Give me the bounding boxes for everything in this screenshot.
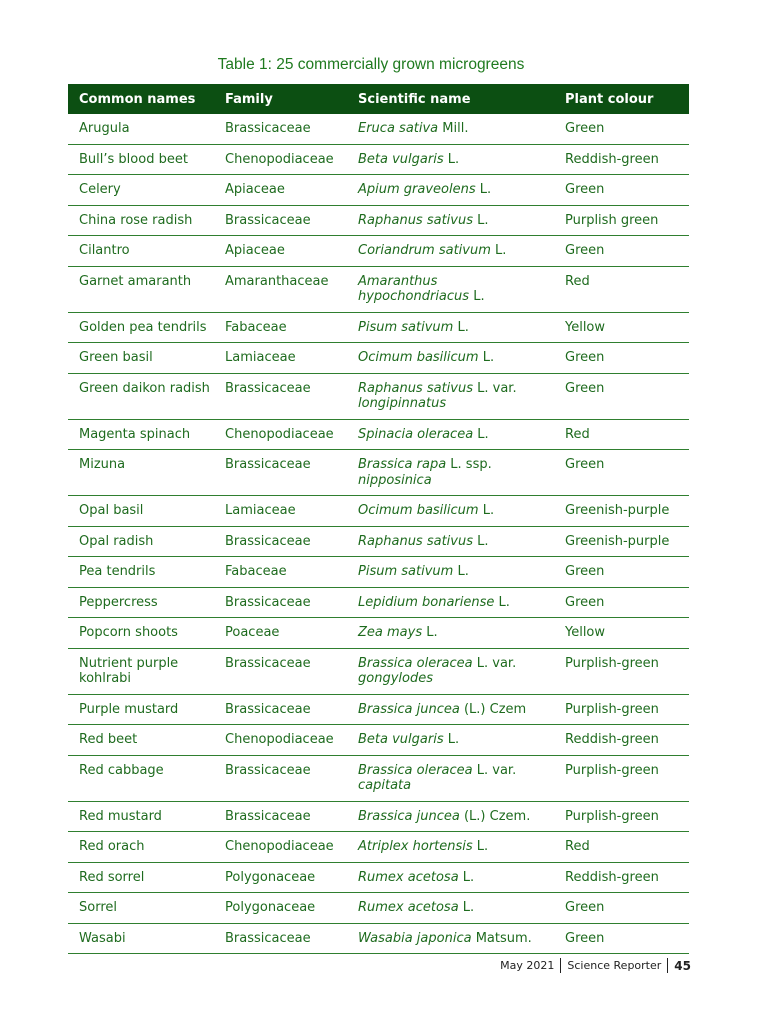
scientific-name-italic: Lepidium bonariense [358,594,495,610]
scientific-name-authority: (L.) Czem. [459,808,531,824]
footer-divider [560,958,561,973]
footer-date: May 2021 [500,959,555,972]
scientific-name-italic: Brassica oleracea [358,655,473,671]
table-row [68,526,689,557]
scientific-name-italic: Brassica juncea [358,808,460,824]
table-row [68,175,689,206]
table-row [68,114,689,144]
scientific-name-authority: L. [469,289,485,304]
cell-family: Amaranthaceae [214,266,347,312]
scientific-name-italic: gongylodes [358,671,433,686]
cell-common-name: Bull’s blood beet [68,144,214,175]
cell-common-name: Red sorrel [68,862,214,893]
scientific-name-italic: Eruca sativa [358,121,439,136]
scientific-name-authority: L. [453,564,469,579]
cell-family: Polygonaceae [214,893,347,924]
header-common-names: Common names [79,91,196,107]
cell-common-name: Red beet [68,725,214,756]
cell-family: Chenopodiaceae [214,832,347,863]
cell-plant-colour: Greenish-purple [554,496,689,527]
cell-plant-colour: Green [554,343,689,374]
cell-plant-colour: Purplish-green [554,694,689,725]
scientific-name-authority: L. var. [473,380,517,396]
table-row [68,205,689,236]
table-row [68,373,689,419]
cell-family: Brassicaceae [214,801,347,832]
table-caption: Table 1: 25 commercially grown microgreens [217,56,525,73]
scientific-name-authority: L. ssp. [446,457,492,472]
scientific-name-italic: Beta vulgaris [358,151,444,167]
cell-plant-colour: Reddish-green [554,725,689,756]
scientific-name-italic: Brassica oleracea [358,762,473,778]
scientific-name-authority: L. [494,594,510,610]
cell-common-name: Magenta spinach [68,419,214,450]
cell-family: Brassicaceae [214,923,347,954]
cell-scientific-name [347,694,554,725]
microgreens-table [68,84,689,954]
cell-family: Brassicaceae [214,694,347,725]
header-scientific-name: Scientific name [358,91,471,107]
scientific-name-italic: capitata [358,778,412,793]
scientific-name-italic: Atriplex hortensis [358,839,473,854]
cell-common-name: Opal basil [68,496,214,527]
table-row [68,862,689,893]
cell-scientific-name [347,832,554,863]
cell-family: Lamiaceae [214,496,347,527]
table-row [68,755,689,801]
cell-plant-colour: Green [554,236,689,267]
table-row [68,694,689,725]
scientific-name-authority: L. var. [472,655,517,671]
table-row [68,587,689,618]
cell-common-name: Green basil [68,343,214,374]
cell-plant-colour: Purplish-green [554,801,689,832]
scientific-name-italic: Raphanus sativus [358,533,473,549]
page-footer [500,958,691,973]
cell-family: Brassicaceae [214,114,347,144]
scientific-name-authority: Mill. [438,121,469,136]
scientific-name-authority: L. [473,426,489,442]
cell-family: Chenopodiaceae [214,419,347,450]
scientific-name-authority: L. [453,319,469,335]
cell-plant-colour: Red [554,419,689,450]
cell-scientific-name [347,587,554,618]
table-row [68,419,689,450]
footer-publication: Science Reporter [567,959,662,972]
scientific-name-authority: L. [490,243,507,258]
cell-family: Brassicaceae [214,205,347,236]
header-plant-colour: Plant colour [565,91,654,107]
scientific-name-authority: (L.) Czem [459,701,527,717]
scientific-name-authority: L. [478,503,495,518]
cell-family: Chenopodiaceae [214,725,347,756]
cell-common-name: Sorrel [68,893,214,924]
table-row [68,618,689,649]
scientific-name-authority: L. [473,212,489,228]
scientific-name-authority: L. [443,732,460,747]
scientific-name-italic: nipposinica [358,472,432,488]
cell-common-name: Red cabbage [68,755,214,801]
cell-scientific-name [347,236,554,267]
table-row [68,312,689,343]
cell-scientific-name [347,175,554,206]
cell-plant-colour: Yellow [554,312,689,343]
scientific-name-italic: Beta vulgaris [358,732,444,747]
cell-plant-colour: Green [554,587,689,618]
cell-plant-colour: Greenish-purple [554,526,689,557]
scientific-name-authority: L. [475,182,492,197]
cell-scientific-name [347,266,554,312]
cell-scientific-name [347,618,554,649]
cell-common-name: Red mustard [68,801,214,832]
table-row [68,648,689,694]
table-row [68,725,689,756]
cell-plant-colour: Green [554,373,689,419]
cell-family: Brassicaceae [214,450,347,496]
scientific-name-italic: Raphanus sativus [358,380,473,396]
table-row [68,343,689,374]
cell-scientific-name [347,893,554,924]
cell-family: Fabaceae [214,557,347,588]
cell-plant-colour: Green [554,450,689,496]
cell-family: Brassicaceae [214,526,347,557]
table-row [68,236,689,267]
cell-plant-colour: Red [554,832,689,863]
scientific-name-authority: L. [422,625,438,640]
scientific-name-authority: L. [473,533,489,549]
cell-family: Brassicaceae [214,755,347,801]
cell-common-name: China rose radish [68,205,214,236]
cell-scientific-name [347,419,554,450]
scientific-name-italic: Pisum sativum [358,564,454,579]
cell-common-name: Golden pea tendrils [68,312,214,343]
cell-family: Brassicaceae [214,373,347,419]
scientific-name-italic: Brassica rapa [358,457,447,472]
cell-scientific-name [347,755,554,801]
cell-plant-colour: Green [554,114,689,144]
cell-scientific-name [347,725,554,756]
cell-scientific-name [347,923,554,954]
cell-family: Lamiaceae [214,343,347,374]
cell-plant-colour: Green [554,893,689,924]
cell-scientific-name [347,373,554,419]
table-body [68,114,689,954]
cell-plant-colour: Green [554,557,689,588]
cell-scientific-name [347,557,554,588]
table-row [68,801,689,832]
table-header [68,84,689,114]
cell-scientific-name [347,114,554,144]
table-row [68,832,689,863]
cell-common-name: Popcorn shoots [68,618,214,649]
cell-common-name: Opal radish [68,526,214,557]
scientific-name-authority: L. [458,900,475,915]
cell-family: Fabaceae [214,312,347,343]
scientific-name-authority: L. [472,839,489,854]
scientific-name-italic: Apium graveolens [358,182,476,197]
cell-common-name: Arugula [68,114,214,144]
cell-plant-colour: Yellow [554,618,689,649]
footer-divider [667,958,668,973]
cell-scientific-name [347,801,554,832]
cell-common-name: Red orach [68,832,214,863]
scientific-name-italic: Rumex acetosa [358,869,459,885]
scientific-name-authority: L. var. [472,762,517,778]
scientific-name-authority: Matsum. [471,930,532,946]
cell-common-name: Purple mustard [68,694,214,725]
table-row [68,923,689,954]
scientific-name-authority: L. [478,350,495,365]
cell-plant-colour: Purplish-green [554,648,689,694]
cell-family: Brassicaceae [214,648,347,694]
table-row [68,450,689,496]
scientific-name-italic: longipinnatus [358,396,447,411]
cell-family: Apiaceae [214,175,347,206]
scientific-name-italic: Wasabia japonica [358,930,472,946]
cell-plant-colour: Purplish-green [554,755,689,801]
cell-scientific-name [347,312,554,343]
scientific-name-authority: L. [458,869,475,885]
cell-common-name: Celery [68,175,214,206]
cell-common-name: Green daikon radish [68,373,214,419]
scientific-name-italic: Amaranthus hypochondriacus [358,273,470,304]
cell-common-name: Nutrient purple kohlrabi [68,648,214,694]
scientific-name-italic: Brassica juncea [358,701,460,717]
cell-common-name: Mizuna [68,450,214,496]
cell-plant-colour: Green [554,175,689,206]
cell-scientific-name [347,205,554,236]
cell-common-name: Pea tendrils [68,557,214,588]
cell-family: Apiaceae [214,236,347,267]
header-row [68,84,689,114]
cell-common-name: Garnet amaranth [68,266,214,312]
scientific-name-authority: L. [443,151,460,167]
cell-family: Poaceae [214,618,347,649]
cell-scientific-name [347,144,554,175]
cell-common-name: Cilantro [68,236,214,267]
scientific-name-italic: Zea mays [358,625,423,640]
scientific-name-italic: Ocimum basilicum [358,503,479,518]
cell-scientific-name [347,450,554,496]
cell-common-name: Wasabi [68,923,214,954]
scientific-name-italic: Pisum sativum [358,319,454,335]
cell-family: Brassicaceae [214,587,347,618]
page-number: 45 [674,958,691,973]
cell-plant-colour: Purplish green [554,205,689,236]
cell-family: Polygonaceae [214,862,347,893]
cell-scientific-name [347,496,554,527]
table-row [68,144,689,175]
scientific-name-italic: Rumex acetosa [358,900,459,915]
scientific-name-italic: Spinacia oleracea [358,426,474,442]
cell-common-name: Peppercress [68,587,214,618]
cell-scientific-name [347,648,554,694]
table-row [68,496,689,527]
cell-family: Chenopodiaceae [214,144,347,175]
cell-plant-colour: Red [554,266,689,312]
cell-plant-colour: Reddish-green [554,144,689,175]
cell-scientific-name [347,526,554,557]
table-row [68,557,689,588]
scientific-name-italic: Ocimum basilicum [358,350,479,365]
cell-scientific-name [347,862,554,893]
scientific-name-italic: Coriandrum sativum [358,243,491,258]
table-row [68,893,689,924]
cell-scientific-name [347,343,554,374]
cell-plant-colour: Green [554,923,689,954]
scientific-name-italic: Raphanus sativus [358,212,473,228]
table-row [68,266,689,312]
header-family: Family [225,91,273,107]
cell-plant-colour: Reddish-green [554,862,689,893]
